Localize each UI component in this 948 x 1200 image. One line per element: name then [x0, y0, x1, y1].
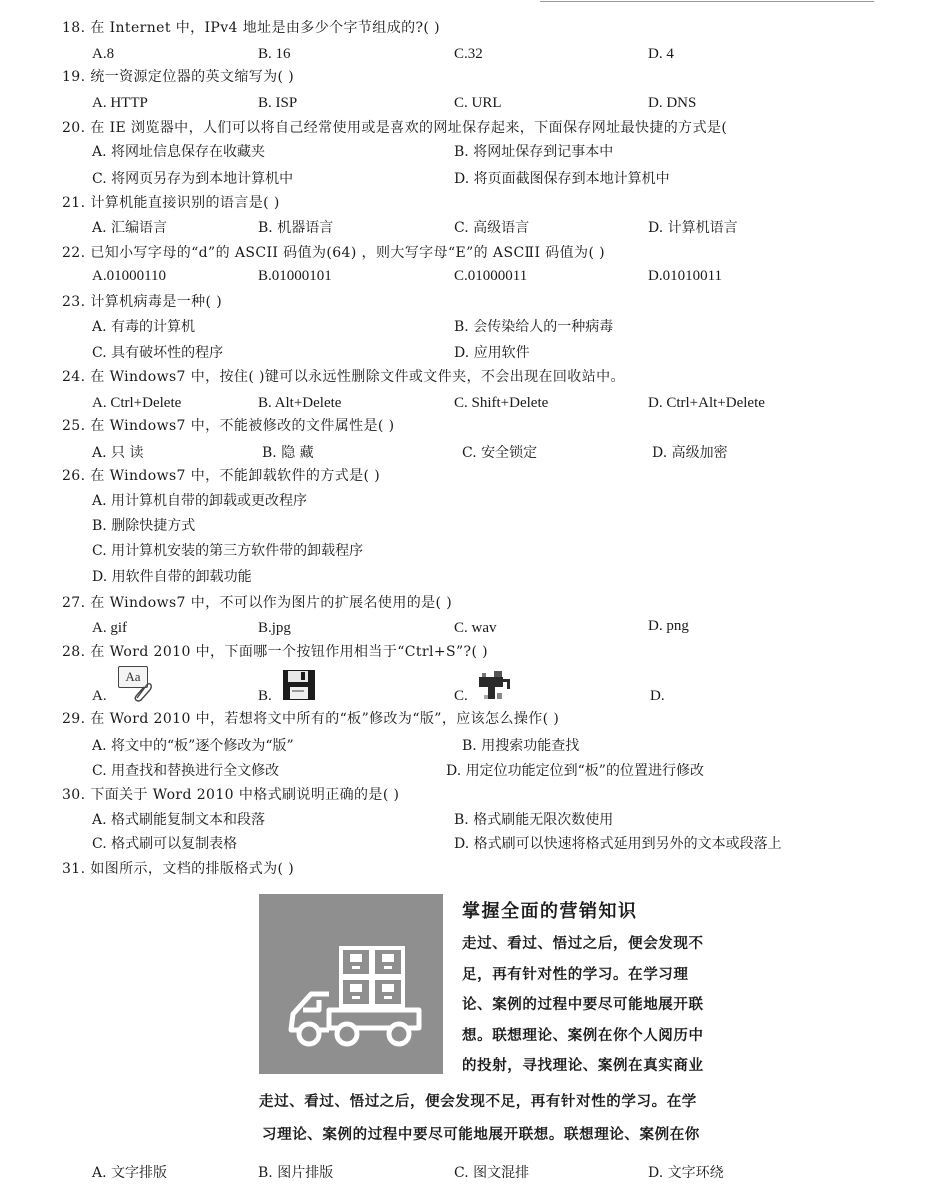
question-27-option-a[interactable]: A. gif	[92, 620, 127, 636]
question-19-stem: 19. 统一资源定位器的英文缩写为( )	[62, 69, 295, 85]
question-20-stem: 20. 在 IE 浏览器中，人们可以将自己经常使用或是喜欢的网址保存起来，下面保存网址最快捷的方式是(	[62, 120, 728, 136]
figure-bottom-line: 习理论、案例的过程中要尽可能地展开联想。联想理论、案例在你	[262, 1127, 700, 1143]
delivery-truck-icon	[259, 894, 443, 1074]
question-24-option-c[interactable]: C. Shift+Delete	[454, 395, 549, 411]
figure-title: 掌握全面的营销知识	[462, 901, 638, 922]
question-29-option-a[interactable]: A. 将文中的“板”逐个修改为“版”	[92, 738, 294, 754]
question-29-option-b[interactable]: B. 用搜索功能查找	[462, 738, 580, 754]
figure-bottom-line: 走过、看过、悟过之后，便会发现不足，再有针对性的学习。在学	[259, 1094, 697, 1110]
question-30-option-b[interactable]: B. 格式刷能无限次数使用	[454, 812, 614, 828]
question-29-option-d[interactable]: D. 用定位功能定位到“板”的位置进行修改	[446, 763, 704, 779]
question-19-option-d[interactable]: D. DNS	[648, 95, 697, 111]
figure-side-line: 走过、看过、悟过之后，便会发现不	[462, 936, 704, 952]
question-27-stem: 27. 在 Windows7 中，不可以作为图片的扩展名使用的是( )	[62, 595, 453, 611]
question-24-option-b[interactable]: B. Alt+Delete	[258, 395, 342, 411]
question-19-option-c[interactable]: C. URL	[454, 95, 502, 111]
question-25-option-d[interactable]: D. 高级加密	[652, 445, 728, 461]
question-27-option-b[interactable]: B.jpg	[258, 620, 291, 636]
question-28-stem: 28. 在 Word 2010 中，下面哪一个按钮作用相当于“Ctrl+S”?( )	[62, 644, 489, 660]
question-22-option-b[interactable]: B.01000101	[258, 268, 332, 284]
question-19-option-b[interactable]: B. ISP	[258, 95, 298, 111]
question-22-stem: 22. 已知小写字母的“d”的 ASCII 码值为(64) ，则大写字母“E”的 ASCⅡI 码值为( )	[62, 245, 606, 261]
question-21-option-b[interactable]: B. 机器语言	[258, 220, 334, 236]
format-painter-icon[interactable]	[476, 671, 516, 701]
question-24-option-a[interactable]: A. Ctrl+Delete	[92, 395, 182, 411]
save-floppy-icon[interactable]	[282, 669, 316, 701]
question-29-option-c[interactable]: C. 用查找和替换进行全文修改	[92, 763, 280, 779]
question-30-option-c[interactable]: C. 格式刷可以复制表格	[92, 836, 238, 852]
header-rule	[540, 1, 874, 2]
question-23-option-d[interactable]: D. 应用软件	[454, 345, 530, 361]
question-30-option-d[interactable]: D. 格式刷可以快速将格式延用到另外的文本或段落上	[454, 836, 782, 852]
question-27-option-d[interactable]: D. png	[648, 618, 689, 634]
question-31-option-d[interactable]: D. 文字环绕	[648, 1165, 724, 1181]
question-20-option-c[interactable]: C. 将网页另存为到本地计算机中	[92, 171, 294, 187]
question-18-stem: 18. 在 Internet 中，IPv4 地址是由多少个字节组成的?( )	[62, 20, 440, 36]
question-20-option-b[interactable]: B. 将网址保存到记事本中	[454, 144, 614, 160]
question-22-option-a[interactable]: A.01000110	[92, 268, 167, 284]
question-21-option-c[interactable]: C. 高级语言	[454, 220, 530, 236]
question-30-option-a[interactable]: A. 格式刷能复制文本和段落	[92, 812, 266, 828]
question-31-option-b[interactable]: B. 图片排版	[258, 1165, 334, 1181]
paperclip-icon	[132, 680, 152, 702]
question-19-option-a[interactable]: A. HTTP	[92, 95, 148, 111]
question-24-option-d[interactable]: D. Ctrl+Alt+Delete	[648, 395, 765, 411]
question-18-option-b[interactable]: B. 16	[258, 46, 291, 62]
question-30-stem: 30. 下面关于 Word 2010 中格式刷说明正确的是( )	[62, 787, 400, 803]
figure-side-line: 的投射，寻找理论、案例在真实商业	[462, 1058, 704, 1074]
question-31-stem: 31. 如图所示，文档的排版格式为( )	[62, 861, 295, 877]
question-31-option-c[interactable]: C. 图文混排	[454, 1165, 530, 1181]
question-23-option-b[interactable]: B. 会传染给人的一种病毒	[454, 319, 614, 335]
question-26-option-a[interactable]: A. 用计算机自带的卸载或更改程序	[92, 493, 308, 509]
question-25-option-c[interactable]: C. 安全锁定	[462, 445, 538, 461]
question-26-stem: 26. 在 Windows7 中，不能卸载软件的方式是( )	[62, 468, 381, 484]
figure-side-line: 足，再有针对性的学习。在学习理	[462, 967, 689, 983]
question-21-option-d[interactable]: D. 计算机语言	[648, 220, 738, 236]
figure-side-line: 论、案例的过程中要尽可能地展开联	[462, 997, 704, 1013]
question-21-stem: 21. 计算机能直接识别的语言是( )	[62, 195, 280, 211]
question-29-stem: 29. 在 Word 2010 中，若想将文中所有的“板”修改为“版”，应该怎么操作( )	[62, 711, 560, 727]
question-25-option-a[interactable]: A. 只 读	[92, 445, 144, 461]
question-22-option-d[interactable]: D.01010011	[648, 268, 723, 284]
question-28-option-a[interactable]: A.	[92, 688, 107, 704]
question-18-option-c[interactable]: C.32	[454, 46, 483, 62]
question-25-option-b[interactable]: B. 隐 藏	[262, 445, 314, 461]
question-27-option-c[interactable]: C. wav	[454, 620, 497, 636]
question-26-option-c[interactable]: C. 用计算机安装的第三方软件带的卸载程序	[92, 543, 364, 559]
question-18-option-d[interactable]: D. 4	[648, 46, 674, 62]
question-31-option-a[interactable]: A. 文字排版	[92, 1165, 168, 1181]
question-25-stem: 25. 在 Windows7 中，不能被修改的文件属性是( )	[62, 418, 395, 434]
question-20-option-a[interactable]: A. 将网址信息保存在收藏夹	[92, 144, 266, 160]
figure-side-line: 想。联想理论、案例在你个人阅历中	[462, 1028, 704, 1044]
question-18-option-a[interactable]: A.8	[92, 46, 115, 62]
question-23-stem: 23. 计算机病毒是一种( )	[62, 294, 223, 310]
question-26-option-b[interactable]: B. 删除快捷方式	[92, 518, 196, 534]
question-21-option-a[interactable]: A. 汇编语言	[92, 220, 168, 236]
question-28-option-c[interactable]: C.	[454, 688, 468, 704]
question-20-option-d[interactable]: D. 将页面截图保存到本地计算机中	[454, 171, 670, 187]
question-22-option-c[interactable]: C.01000011	[454, 268, 528, 284]
question-28-option-b[interactable]: B.	[258, 688, 272, 704]
font-dialog-icon[interactable]: Aa	[118, 666, 148, 688]
question-26-option-d[interactable]: D. 用软件自带的卸载功能	[92, 569, 252, 585]
question-23-option-c[interactable]: C. 具有破坏性的程序	[92, 345, 224, 361]
question-24-stem: 24. 在 Windows7 中，按住( )键可以永远性删除文件或文件夹，不会出现在回收站中。	[62, 369, 625, 385]
question-28-option-d[interactable]: D.	[650, 688, 665, 704]
question-23-option-a[interactable]: A. 有毒的计算机	[92, 319, 196, 335]
